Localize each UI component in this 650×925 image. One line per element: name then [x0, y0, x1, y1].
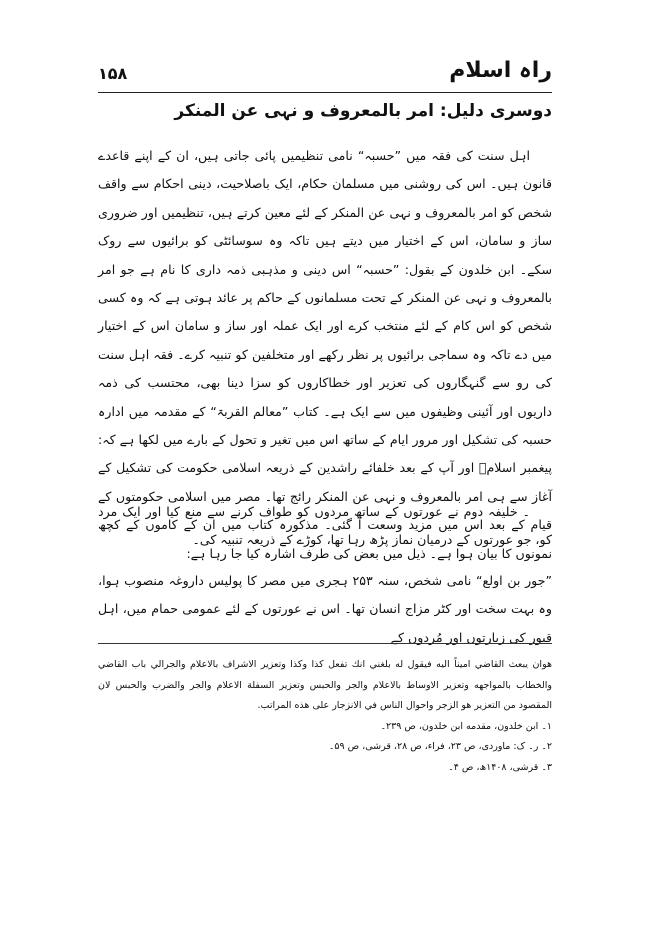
footnotes: [98, 655, 552, 778]
body-paragraph-3: ”جور بن اولع“ نامی شخص، سنہ ۲۵۳ ہجری میں مصر کا پولیس داروغہ منصوب ہوا، وہ بہت سخت اور کٹر مزاج انسان تھا۔ اس نے عورتوں کے لئے عمومی حمام میں، اہل قبور کی زیارتوں اور مُردوں کے: [98, 573, 552, 645]
page-header: [98, 58, 552, 92]
journal-title: راہ اسلام: [449, 58, 552, 83]
header-divider: [98, 92, 552, 93]
footnote-continuation: هوان يبعث القاضي اميناً اليه فيقول له بلغني انك تفعل كذا وكذا وتعزير الاشراف بالاعلام والجرالي باب القاضي والخطاب بالمواجهه وتعزير الاوساط بالاعلام والجر والحبس وتعزير السفلة الاعلام والجر والضرب والحبس لان المقصود من التعزير هو الزجر واحوال الناس في الانزجار على هذه المراتب.: [98, 659, 552, 711]
body-paragraph-2: ۔ خلیفہ دوم نے عورتوں کے ساتھ مردوں کو طواف کرنے سے منع کیا اور ایک مرد کو، جو عورتوں کے درمیان نماز پڑھ رہا تھا، کوڑے کے ذریعہ تنبیہ کی۔: [98, 504, 552, 548]
section-heading: دوسری دلیل: امر بالمعروف و نہی عن المنکر: [174, 101, 552, 121]
footnote-1: ۱۔ ابن خلدون، مقدمه ابن خلدون، ص ۲۳۹۔: [380, 720, 552, 732]
body-paragraph-1: اہل سنت کی فقہ میں ”حسبہ“ نامی تنظیمیں پائی جاتی ہیں، ان کے اپنے قاعدے قانون ہیں۔ اس کی روشنی میں مسلمان حکام، ایک باصلاحیت، دینی احکام سے واقف شخص کو امر بالمعروف و نہی عن المنکر کے لئے معین کرتے ہیں، تنظیمیں اور ضروری ساز و سامان، اس کے اختیار میں دیتے ہیں تاکہ وہ سوسائٹی کو برائیوں سے روک سکے۔ ابن خلدون کے بقول: ”حسبہ“ اس دینی و مذہبی ذمہ داری کا نام ہے جو امر بالمعروف و نہی عن المنکر کے تحت مسلمانوں کے حاکم پر عائد ہوتی ہے کہ وہ کسی شخص کو اس کام کے لئے منتخب کرے اور ایک عملہ اور ساز و سامان اس کے اختیار میں دے تاکہ وہ سماجی برائیوں پر نظر رکھے اور متخلفین کو تنبیہ کرے۔ فقہ اہل سنت کی رو سے گنہگاروں کی تعزیر اور خطاکاروں کو سزا دینا بھی، محتسب کی ذمہ داریوں اور آئینی وظیفوں میں سے ایک ہے۔ کتاب ”معالم القربۃ“ کے مقدمہ میں ادارہ حسبہ کی تشکیل اور مرور ایام کے ساتھ اس میں تغیر و تحول کے بارے میں لکھا ہے کہ: پیغمبر اسلامؐ اور آپ کے بعد خلفائے راشدین کے ذریعہ اسلامی حکومت کی تشکیل کے آغاز سے ہی امر بالمعروف و نہی عن المنکر رائج تھا۔ مصر میں اسلامی حکومتوں کے قیام کے بعد اس میں مزید وسعت آ گئی۔ مذکورہ کتاب میں ان کے کاموں کے کچھ نمونوں کا بیان ہوا ہے۔ ذیل میں بعض کی طرف اشارہ کیا جا رہا ہے:: [98, 148, 552, 561]
footnote-divider: [98, 643, 552, 644]
footnote-3: ۳۔ قرشی، ۱۴۰۸ھ، ص ۴۔: [448, 761, 552, 773]
page-number: ۱۵۸: [98, 64, 128, 83]
footnote-2: ۲۔ ر۔ ک: ماوردی، ص ۲۳، فراء، ص ۲۸، قرشی، ص ۵۹۔: [328, 741, 552, 752]
